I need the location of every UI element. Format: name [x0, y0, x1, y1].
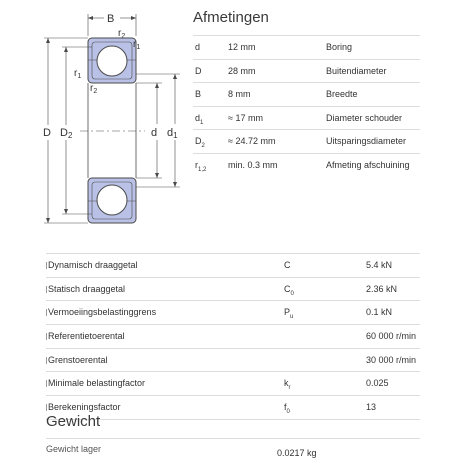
dimensions-title: Afmetingen	[193, 9, 269, 26]
dims-symbol: $d_1$	[195, 112, 204, 126]
label-r1-left: $r_1$	[74, 68, 82, 80]
specifications-table	[46, 253, 420, 420]
spec-symbol: $k_r$	[284, 378, 291, 392]
spec-symbol: $P_u$	[284, 307, 294, 321]
spec-row-limiting-speed	[46, 348, 420, 372]
spec-row-calculation-factor	[46, 395, 420, 419]
upper-ring-section	[88, 38, 136, 83]
spec-name: Vermoeiingsbelastinggrens	[46, 301, 156, 323]
dims-row-shoulder-diameter	[193, 106, 420, 130]
dims-symbol: D	[195, 65, 202, 76]
spec-value: 0.1 kN	[366, 307, 393, 318]
dims-description: Buitendiameter	[326, 65, 387, 76]
label-D: D	[43, 127, 51, 139]
spec-value: 2.36 kN	[366, 283, 398, 294]
spec-row-static-load	[46, 277, 420, 301]
lower-ring-section	[88, 178, 136, 223]
spec-name: Minimale belastingfactor	[46, 372, 145, 394]
width-dimension	[88, 13, 136, 36]
dims-row-recess-diameter	[193, 129, 420, 153]
dims-description: Uitsparingsdiameter	[326, 136, 407, 146]
dims-row-outer-diameter	[193, 59, 420, 83]
dims-row-bore	[193, 35, 420, 59]
bearing-cross-section-drawing	[0, 0, 190, 240]
dims-value: 12 mm	[228, 42, 256, 52]
upper-ball	[97, 46, 127, 76]
spec-symbol: C	[284, 260, 291, 270]
dims-value: min. 0.3 mm	[228, 159, 278, 170]
dims-value: 28 mm	[228, 65, 256, 76]
label-r2-top: $r_2$	[118, 28, 126, 40]
spec-value: 5.4 kN	[366, 260, 393, 270]
label-B: B	[107, 13, 115, 25]
spec-name: Grenstoerental	[46, 349, 108, 371]
dims-description: Breedte	[326, 89, 358, 99]
spec-value: 0.025	[366, 378, 389, 389]
dims-description: Boring	[326, 42, 353, 52]
label-r1-top: $r_1$	[133, 39, 141, 51]
spec-symbol: $f_0$	[284, 402, 290, 415]
spec-name: Statisch draaggetal	[46, 278, 125, 300]
spec-name: Berekeningsfactor	[46, 396, 121, 418]
spec-value: 60 000 r/min	[366, 331, 417, 342]
label-r2-left: $r_2$	[90, 83, 98, 95]
dimensions-table	[193, 35, 420, 176]
spec-row-min-load-factor	[46, 371, 420, 395]
spec-symbol: $C_0$	[284, 283, 294, 297]
spec-row-reference-speed	[46, 324, 420, 348]
weight-title: Gewicht	[46, 413, 101, 430]
label-d1: d1	[167, 127, 178, 140]
label-D2: D2	[60, 127, 73, 140]
dims-row-chamfer	[193, 153, 420, 177]
lower-ball	[97, 185, 127, 215]
dims-symbol: $D_2$	[195, 136, 205, 149]
bore-diameter-dimension	[136, 83, 162, 178]
spec-name: Dynamisch draaggetal	[46, 254, 138, 276]
dims-symbol: d	[195, 42, 201, 52]
dims-description: Afmeting afschuining	[326, 159, 410, 170]
weight-value: 0.0217 kg	[277, 448, 317, 458]
spec-value: 30 000 r/min	[366, 354, 417, 365]
dims-description: Diameter schouder	[326, 112, 403, 123]
weight-row	[46, 438, 420, 458]
dims-value: 8 mm	[228, 89, 251, 99]
dims-value: ≈ 17 mm	[228, 112, 263, 123]
spec-row-dynamic-load	[46, 253, 420, 277]
dims-row-width	[193, 82, 420, 106]
dims-value: ≈ 24.72 mm	[228, 136, 276, 146]
dims-symbol: B	[195, 89, 202, 99]
spec-name: Referentietoerental	[46, 325, 125, 347]
dims-symbol: $r_{1,2}$	[195, 159, 207, 173]
spec-value: 13	[366, 402, 377, 413]
spec-row-fatigue-limit	[46, 300, 420, 324]
weight-label: Gewicht lager	[46, 444, 102, 454]
shoulder-diameter-dimension	[136, 74, 180, 187]
label-d: d	[151, 127, 158, 139]
